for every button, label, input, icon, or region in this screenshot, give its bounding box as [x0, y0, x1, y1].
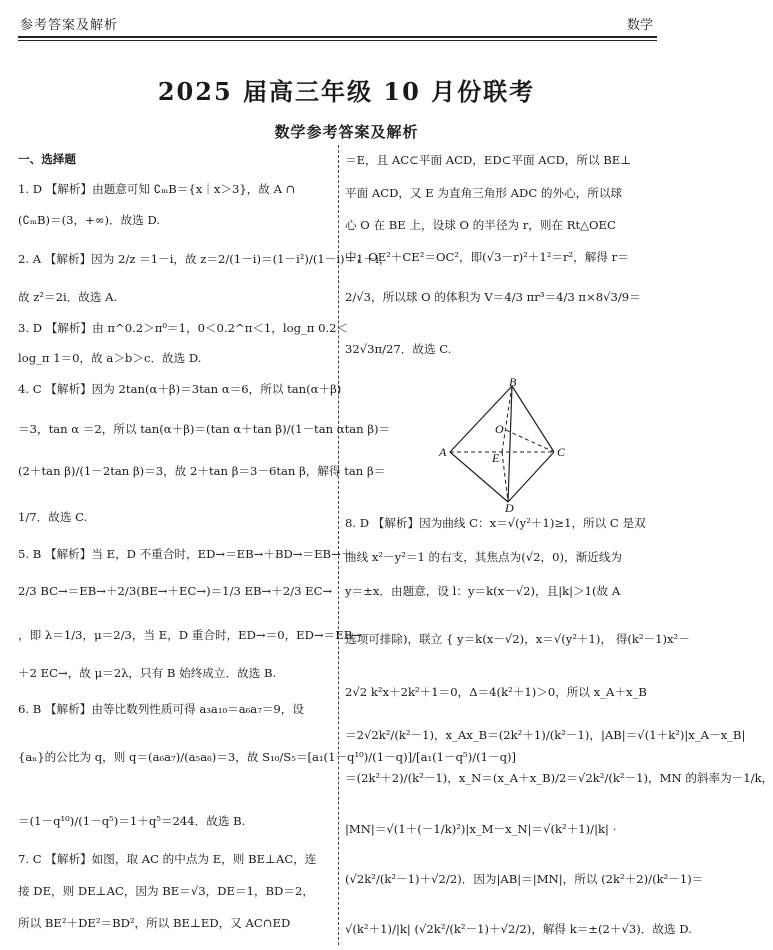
answer-line: log_π 1＝0，故 a＞b＞c．故选 D.: [18, 351, 202, 365]
page-title: 2025 届高三年级 10 月份联考: [157, 77, 536, 106]
answer-line: ＝2√2k²/(k²－1)，x_Ax_B＝(2k²＋1)/(k²－1)，|AB|＝√(1＋k²)|x_A－x_B|: [345, 728, 746, 742]
answer-line: (√2k²/(k²－1)＋√2/2)．因为|AB|＝|MN|，所以 (2k²＋2)/(k²－1)＝: [345, 872, 704, 886]
answer-line: 故 z²＝2i．故选 A.: [18, 290, 118, 304]
answer-line: √(k²＋1)/|k| (√2k²/(k²－1)＋√2/2)，解得 k＝±(2＋√3)．故选 D.: [345, 922, 692, 936]
answer-line: 中，OE²＋CE²＝OC²，即(√3－r)²＋1²＝r²，解得 r＝: [345, 250, 629, 264]
answer-line: 1/7．故选 C.: [18, 510, 88, 524]
answer-line: |MN|＝√(1＋(－1/k)²)|x_M－x_N|＝√(k²＋1)/|k| ·: [345, 822, 617, 836]
answer-line: ＝3，tan α ＝2，所以 tan(α＋β)＝(tan α＋tan β)/(1－tan αtan β)＝: [18, 422, 391, 436]
header-right: 数学: [626, 18, 653, 33]
answer-line: ＝(1－q¹⁰)/(1－q⁵)＝1＋q⁵＝244．故选 B.: [18, 814, 246, 828]
answer-line: 心 O 在 BE 上，设球 O 的半径为 r，则在 Rt△OEC: [345, 218, 616, 232]
answer-line: 2√2 k²x＋2k²＋1＝0，Δ＝4(k²＋1)＞0，所以 x_A＋x_B: [345, 685, 647, 699]
label-a: A: [439, 445, 447, 459]
edge-ab: [450, 386, 512, 452]
answer-line: 32√3π/27．故选 C.: [345, 342, 452, 356]
edge-dc: [508, 452, 554, 502]
answer-line: 4. C 【解析】因为 2tan(α＋β)＝3tan α＝6，所以 tan(α＋β): [18, 382, 342, 396]
answer-line: 5. B 【解析】当 E，D 不重合时，ED→＝EB→＋BD→＝EB→＋: [18, 547, 353, 561]
label-o: O: [495, 422, 504, 436]
answer-line: ＝(2k²＋2)/(k²－1)，x_N＝(x_A＋x_B)/2＝√2k²/(k²－1)，MN 的斜率为－1/k，: [345, 771, 773, 785]
answer-line: 7. C 【解析】如图，取 AC 的中点为 E，则 BE⊥AC，连: [18, 852, 317, 866]
edge-bd: [508, 386, 512, 502]
segment-ed: [502, 452, 508, 502]
tetrahedron-figure: [430, 375, 600, 515]
answer-line: ＋2 EC→，故 μ＝2λ，只有 B 始终成立．故选 B.: [18, 666, 277, 680]
label-d: D: [505, 501, 514, 515]
answer-line: ，即 λ＝1/3，μ＝2/3，当 E，D 重合时，ED→＝0，ED→＝EB→: [18, 628, 362, 642]
header-rule: [18, 36, 657, 38]
page-subtitle: 数学参考答案及解析: [274, 123, 419, 141]
answer-line: 3. D 【解析】由 π^0.2＞π⁰＝1，0＜0.2^π＜1，log_π 0.2＜: [18, 321, 349, 335]
answer-line: 平面 ACD，又 E 为直角三角形 ADC 的外心，所以球: [345, 186, 623, 200]
header-left: 参考答案及解析: [20, 18, 119, 33]
answer-line: 1. D 【解析】由题意可知 ∁ₘB＝{x｜x＞3}，故 A ∩: [18, 182, 296, 196]
answer-line: 曲线 x²－y²＝1 的右支，其焦点为(√2，0)，渐近线为: [345, 550, 623, 564]
answer-line: 2. A 【解析】因为 2/z ＝1－i，故 z＝2/(1－i)＝(1－i²)/(1－i)＝1＋i，: [18, 252, 391, 266]
answer-line: (2＋tan β)/(1－2tan β)＝3，故 2＋tan β＝3－6tan β，解得 tan β＝: [18, 464, 386, 478]
answer-line: 2/3 BC→＝EB→＋2/3(BE→＋EC→)＝1/3 EB→＋2/3 EC→: [18, 584, 333, 598]
answer-line: 所以 BE²＋DE²＝BD²，所以 BE⊥ED，又 AC∩ED: [18, 916, 291, 930]
answer-line: 选项可排除)，联立 { y＝k(x－√2)，x＝√(y²＋1)， 得(k²－1)x²－: [345, 632, 690, 646]
answer-line: 接 DE，则 DE⊥AC，因为 BE＝√3，DE＝1，BD＝2，: [18, 884, 314, 898]
label-e: E: [492, 451, 500, 465]
answer-line: 2/√3，所以球 O 的体积为 V＝4/3 πr³＝4/3 π×8√3/9＝: [345, 290, 641, 304]
answer-line: y＝±x．由题意，设 l：y＝k(x－√2)，且|k|＞1(故 A: [345, 584, 621, 598]
header-rule-thin: [18, 40, 657, 41]
label-b: B: [509, 375, 517, 389]
answer-line: {aₙ}的公比为 q，则 q＝(a₆a₇)/(a₅a₆)＝3，故 S₁₀/S₅＝[a₁(1－q¹⁰)/(1－q)]/[a₁(1－q⁵)/(1－q)]: [18, 750, 517, 764]
answer-line: 6. B 【解析】由等比数列性质可得 a₃a₁₀＝a₆a₇＝9，设: [18, 702, 304, 716]
label-c: C: [557, 445, 566, 459]
answer-line: ＝E，且 AC⊂平面 ACD，ED⊂平面 ACD，所以 BE⊥: [345, 153, 632, 167]
section-heading: 一、选择题: [18, 152, 76, 166]
answer-line: 8. D 【解析】因为曲线 C：x＝√(y²＋1)≥1，所以 C 是双: [345, 516, 646, 530]
answer-line: (∁ₘB)＝(3，+∞)．故选 D.: [18, 213, 161, 227]
